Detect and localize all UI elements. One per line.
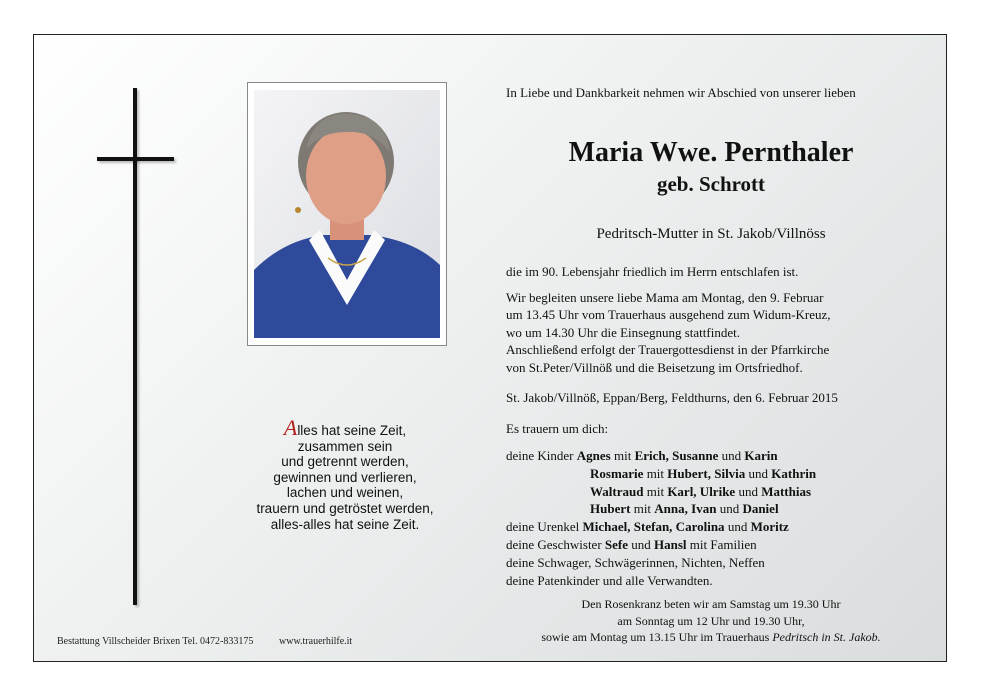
- website-link[interactable]: www.trauerhilfe.it: [279, 636, 353, 647]
- poem-line: zusammen sein: [297, 438, 393, 454]
- mourner-line: deine Urenkel Michael, Stefan, Carolina und Moritz: [506, 519, 789, 535]
- mourner-line: deine Kinder Agnes mit Erich, Susanne und Karin: [506, 448, 778, 463]
- funeral-home-info: Bestattung Villscheider Brixen Tel. 0472-833175: [57, 636, 254, 647]
- deceased-role: Pedritsch-Mutter in St. Jakob/Villnöss: [596, 226, 826, 242]
- funeral-line: von St.Peter/Villnöß und die Beisetzung im Ortsfriedhof.: [506, 359, 803, 375]
- intro-text: In Liebe und Dankbarkeit nehmen wir Abschied von unserer lieben: [506, 85, 856, 100]
- funeral-line: Anschließend erfolgt der Trauergottesdienst in der Pfarrkirche: [506, 342, 830, 358]
- poem-line: und getrennt werden,: [281, 454, 409, 470]
- funeral-details: [506, 289, 831, 376]
- mourners-list: [506, 447, 816, 589]
- poem-line: lles hat seine Zeit,: [297, 423, 407, 438]
- poem-line: lachen und weinen,: [286, 485, 404, 501]
- poem-line: gewinnen und verlieren,: [273, 469, 417, 485]
- mourner-line: Rosmarie mit Hubert, Silvia und Kathrin: [590, 465, 817, 481]
- deceased-name: Maria Wwe. Pernthaler: [568, 137, 854, 168]
- rosary-info: [506, 596, 916, 646]
- mourner-line: deine Geschwister Sefe und Hansl mit Familien: [506, 536, 757, 552]
- funeral-line: wo um 14.30 Uhr die Einsegnung stattfindet.: [506, 324, 740, 340]
- poem: [230, 415, 460, 532]
- mourner-line: deine Patenkinder und alle Verwandten.: [506, 572, 713, 588]
- poem-line: alles-alles hat seine Zeit.: [270, 516, 420, 532]
- rosary-line: Den Rosenkranz beten wir am Samstag um 19.30 Uhr: [581, 597, 841, 611]
- mourners-intro: Es trauern um dich:: [506, 421, 609, 436]
- place-date: St. Jakob/Villnöß, Eppan/Berg, Feldthurns, den 6. Februar 2015: [506, 390, 838, 405]
- passed-text: die im 90. Lebensjahr friedlich im Herrn entschlafen ist.: [506, 264, 799, 279]
- rosary-line: sowie am Montag um 13.15 Uhr im Trauerhaus Pedritsch in St. Jakob.: [541, 630, 881, 644]
- cross-icon-bar: [97, 157, 174, 161]
- portrait-photo: [254, 90, 440, 338]
- mourner-line: Hubert mit Anna, Ivan und Daniel: [590, 501, 779, 517]
- rosary-line: am Sonntag um 12 Uhr und 19.30 Uhr,: [617, 613, 805, 628]
- poem-line: trauern und getröstet werden,: [256, 500, 434, 516]
- cross-icon: [133, 88, 137, 605]
- mourner-line: deine Schwager, Schwägerinnen, Nichten, Neffen: [506, 554, 765, 570]
- mourner-line: Waltraud mit Karl, Ulrike und Matthias: [590, 483, 812, 499]
- maiden-name: geb. Schrott: [656, 172, 766, 196]
- funeral-line: um 13.45 Uhr vom Trauerhaus ausgehend zum Widum-Kreuz,: [506, 307, 831, 323]
- funeral-line: Wir begleiten unsere liebe Mama am Montag, den 9. Februar: [506, 290, 824, 305]
- portrait-frame: [247, 82, 447, 346]
- poem-dropcap: A: [283, 415, 298, 440]
